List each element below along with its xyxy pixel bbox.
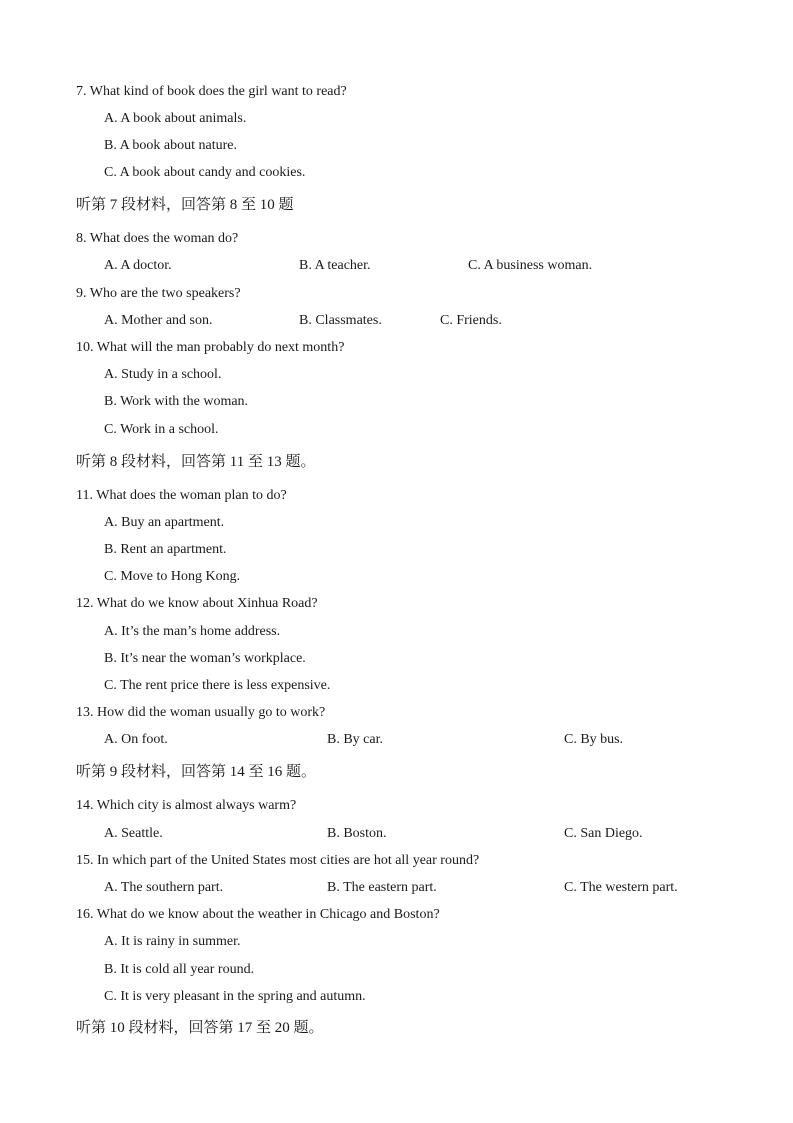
q7-option-a: A. A book about animals. bbox=[104, 111, 247, 126]
question-16: 16. What do we know about the weather in Chicago and Boston? bbox=[76, 907, 440, 922]
q7-option-b: B. A book about nature. bbox=[104, 138, 237, 153]
section-heading-7: 听第 7 段材料，回答第 8 至 10 题 bbox=[76, 197, 294, 213]
question-15: 15. In which part of the United States most cities are hot all year round? bbox=[76, 853, 480, 868]
q12-option-a: A. It’s the man’s home address. bbox=[104, 624, 281, 639]
q13-option-a: A. On foot. bbox=[104, 732, 168, 747]
question-11: 11. What does the woman plan to do? bbox=[76, 488, 287, 503]
q10-option-b: B. Work with the woman. bbox=[104, 394, 249, 409]
q14-option-b: B. Boston. bbox=[327, 826, 387, 841]
q15-option-a: A. The southern part. bbox=[104, 880, 224, 895]
q9-option-c: C. Friends. bbox=[440, 313, 502, 328]
q14-option-c: C. San Diego. bbox=[564, 826, 643, 841]
section-heading-10: 听第 10 段材料，回答第 17 至 20 题。 bbox=[76, 1020, 324, 1036]
q8-option-b: B. A teacher. bbox=[299, 258, 371, 273]
q10-option-a: A. Study in a school. bbox=[104, 367, 222, 382]
q16-option-c: C. It is very pleasant in the spring and autumn. bbox=[104, 989, 366, 1004]
q7-option-c: C. A book about candy and cookies. bbox=[104, 165, 306, 180]
q15-option-b: B. The eastern part. bbox=[327, 880, 437, 895]
question-14: 14. Which city is almost always warm? bbox=[76, 798, 297, 813]
section-heading-8: 听第 8 段材料，回答第 11 至 13 题。 bbox=[76, 454, 316, 470]
q16-option-a: A. It is rainy in summer. bbox=[104, 934, 241, 949]
q11-option-c: C. Move to Hong Kong. bbox=[104, 569, 241, 584]
q13-option-c: C. By bus. bbox=[564, 732, 624, 747]
q12-option-c: C. The rent price there is less expensive. bbox=[104, 678, 331, 693]
q8-option-a: A. A doctor. bbox=[104, 258, 172, 273]
q11-option-a: A. Buy an apartment. bbox=[104, 515, 225, 530]
q14-option-a: A. Seattle. bbox=[104, 826, 163, 841]
question-10: 10. What will the man probably do next month? bbox=[76, 340, 345, 355]
q8-option-c: C. A business woman. bbox=[468, 258, 593, 273]
question-9: 9. Who are the two speakers? bbox=[76, 286, 241, 301]
section-heading-9: 听第 9 段材料，回答第 14 至 16 题。 bbox=[76, 764, 317, 780]
q11-option-b: B. Rent an apartment. bbox=[104, 542, 227, 557]
q9-option-b: B. Classmates. bbox=[299, 313, 382, 328]
q10-option-c: C. Work in a school. bbox=[104, 422, 219, 437]
question-12: 12. What do we know about Xinhua Road? bbox=[76, 596, 318, 611]
question-8: 8. What does the woman do? bbox=[76, 231, 239, 246]
q9-option-a: A. Mother and son. bbox=[104, 313, 213, 328]
question-7: 7. What kind of book does the girl want to read? bbox=[76, 84, 347, 99]
question-13: 13. How did the woman usually go to work? bbox=[76, 705, 326, 720]
q15-option-c: C. The western part. bbox=[564, 880, 678, 895]
q13-option-b: B. By car. bbox=[327, 732, 383, 747]
q12-option-b: B. It’s near the woman’s workplace. bbox=[104, 651, 306, 666]
q16-option-b: B. It is cold all year round. bbox=[104, 962, 255, 977]
